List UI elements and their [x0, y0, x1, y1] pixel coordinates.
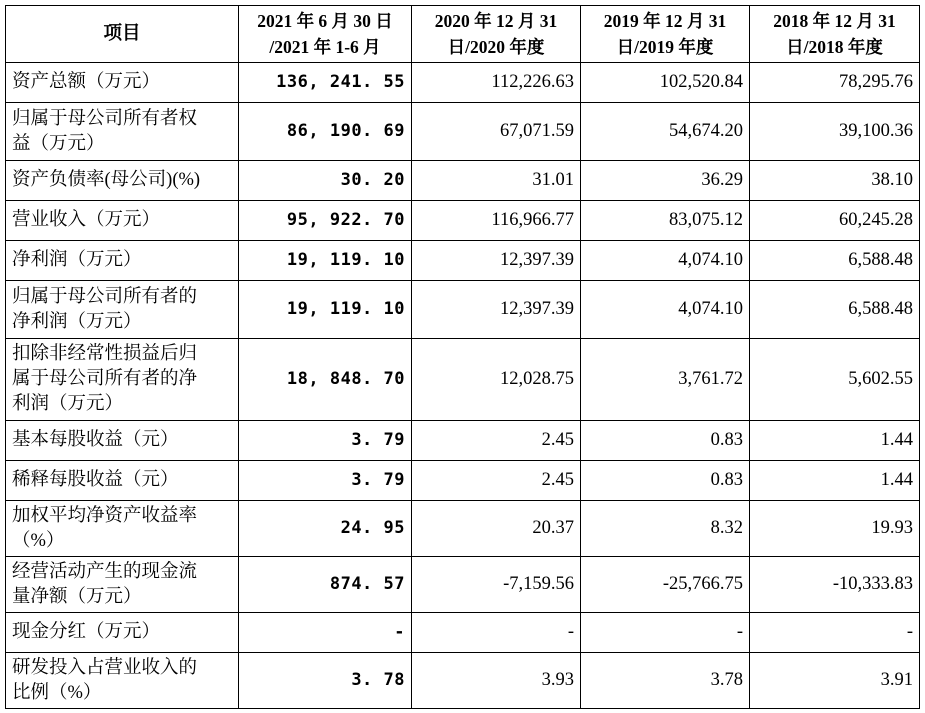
- row-label: 归属于母公司所有者的 净利润（万元）: [6, 281, 239, 339]
- table-row: [6, 241, 920, 281]
- value-2020: 31.01: [412, 161, 581, 201]
- value-2019: 8.32: [581, 501, 750, 557]
- value-2021-h1: 3. 79: [239, 461, 412, 501]
- value-2018: 60,245.28: [750, 201, 920, 241]
- value-2021-h1: 86, 190. 69: [239, 103, 412, 161]
- value-2021-h1: 30. 20: [239, 161, 412, 201]
- header-2019: 2019 年 12 月 31 日/2019 年度: [581, 6, 750, 63]
- value-2018: 1.44: [750, 461, 920, 501]
- table-row: [6, 557, 920, 613]
- value-2021-h1: 18, 848. 70: [239, 339, 412, 421]
- value-2019: 0.83: [581, 461, 750, 501]
- value-2018: 3.91: [750, 653, 920, 709]
- row-label: 稀释每股收益（元）: [6, 461, 239, 501]
- row-label: 净利润（万元）: [6, 241, 239, 281]
- value-2020: 12,397.39: [412, 241, 581, 281]
- value-2019: 4,074.10: [581, 241, 750, 281]
- value-2020: 2.45: [412, 421, 581, 461]
- row-label: 资产总额（万元）: [6, 63, 239, 103]
- value-2019: 83,075.12: [581, 201, 750, 241]
- value-2018: -: [750, 613, 920, 653]
- value-2018: -10,333.83: [750, 557, 920, 613]
- table-row: [6, 63, 920, 103]
- value-2021-h1: 24. 95: [239, 501, 412, 557]
- value-2021-h1: 874. 57: [239, 557, 412, 613]
- header-2021-h1: 2021 年 6 月 30 日 /2021 年 1-6 月: [239, 6, 412, 63]
- value-2020: 20.37: [412, 501, 581, 557]
- row-label: 归属于母公司所有者权 益（万元）: [6, 103, 239, 161]
- value-2021-h1: 19, 119. 10: [239, 241, 412, 281]
- value-2020: -: [412, 613, 581, 653]
- row-label: 现金分红（万元）: [6, 613, 239, 653]
- value-2020: 2.45: [412, 461, 581, 501]
- value-2020: 116,966.77: [412, 201, 581, 241]
- row-label: 营业收入（万元）: [6, 201, 239, 241]
- header-2018: 2018 年 12 月 31 日/2018 年度: [750, 6, 920, 63]
- value-2019: 36.29: [581, 161, 750, 201]
- value-2019: 3,761.72: [581, 339, 750, 421]
- value-2019: 102,520.84: [581, 63, 750, 103]
- header-row: [6, 6, 920, 63]
- value-2018: 5,602.55: [750, 339, 920, 421]
- table-row: [6, 653, 920, 709]
- header-item: 项目: [6, 6, 239, 63]
- table-row: [6, 161, 920, 201]
- table-row: [6, 103, 920, 161]
- value-2020: 12,397.39: [412, 281, 581, 339]
- value-2019: 0.83: [581, 421, 750, 461]
- row-label: 资产负债率(母公司)(%): [6, 161, 239, 201]
- value-2021-h1: 3. 78: [239, 653, 412, 709]
- value-2021-h1: 3. 79: [239, 421, 412, 461]
- row-label: 扣除非经常性损益后归 属于母公司所有者的净 利润（万元）: [6, 339, 239, 421]
- value-2018: 6,588.48: [750, 281, 920, 339]
- table-row: [6, 613, 920, 653]
- row-label: 加权平均净资产收益率 （%）: [6, 501, 239, 557]
- value-2021-h1: 136, 241. 55: [239, 63, 412, 103]
- table-row: [6, 201, 920, 241]
- value-2020: 12,028.75: [412, 339, 581, 421]
- value-2019: 3.78: [581, 653, 750, 709]
- value-2020: 67,071.59: [412, 103, 581, 161]
- value-2019: 54,674.20: [581, 103, 750, 161]
- value-2020: 3.93: [412, 653, 581, 709]
- financial-data-table: [5, 5, 920, 709]
- value-2019: -: [581, 613, 750, 653]
- value-2018: 78,295.76: [750, 63, 920, 103]
- value-2018: 39,100.36: [750, 103, 920, 161]
- table-row: [6, 421, 920, 461]
- value-2018: 19.93: [750, 501, 920, 557]
- row-label: 基本每股收益（元）: [6, 421, 239, 461]
- value-2018: 1.44: [750, 421, 920, 461]
- value-2018: 38.10: [750, 161, 920, 201]
- value-2020: 112,226.63: [412, 63, 581, 103]
- table-row: [6, 501, 920, 557]
- value-2019: -25,766.75: [581, 557, 750, 613]
- value-2020: -7,159.56: [412, 557, 581, 613]
- row-label: 经营活动产生的现金流 量净额（万元）: [6, 557, 239, 613]
- value-2021-h1: 19, 119. 10: [239, 281, 412, 339]
- value-2019: 4,074.10: [581, 281, 750, 339]
- table-row: [6, 339, 920, 421]
- value-2021-h1: -: [239, 613, 412, 653]
- table-row: [6, 281, 920, 339]
- header-2020: 2020 年 12 月 31 日/2020 年度: [412, 6, 581, 63]
- table-row: [6, 461, 920, 501]
- row-label: 研发投入占营业收入的 比例（%）: [6, 653, 239, 709]
- value-2021-h1: 95, 922. 70: [239, 201, 412, 241]
- value-2018: 6,588.48: [750, 241, 920, 281]
